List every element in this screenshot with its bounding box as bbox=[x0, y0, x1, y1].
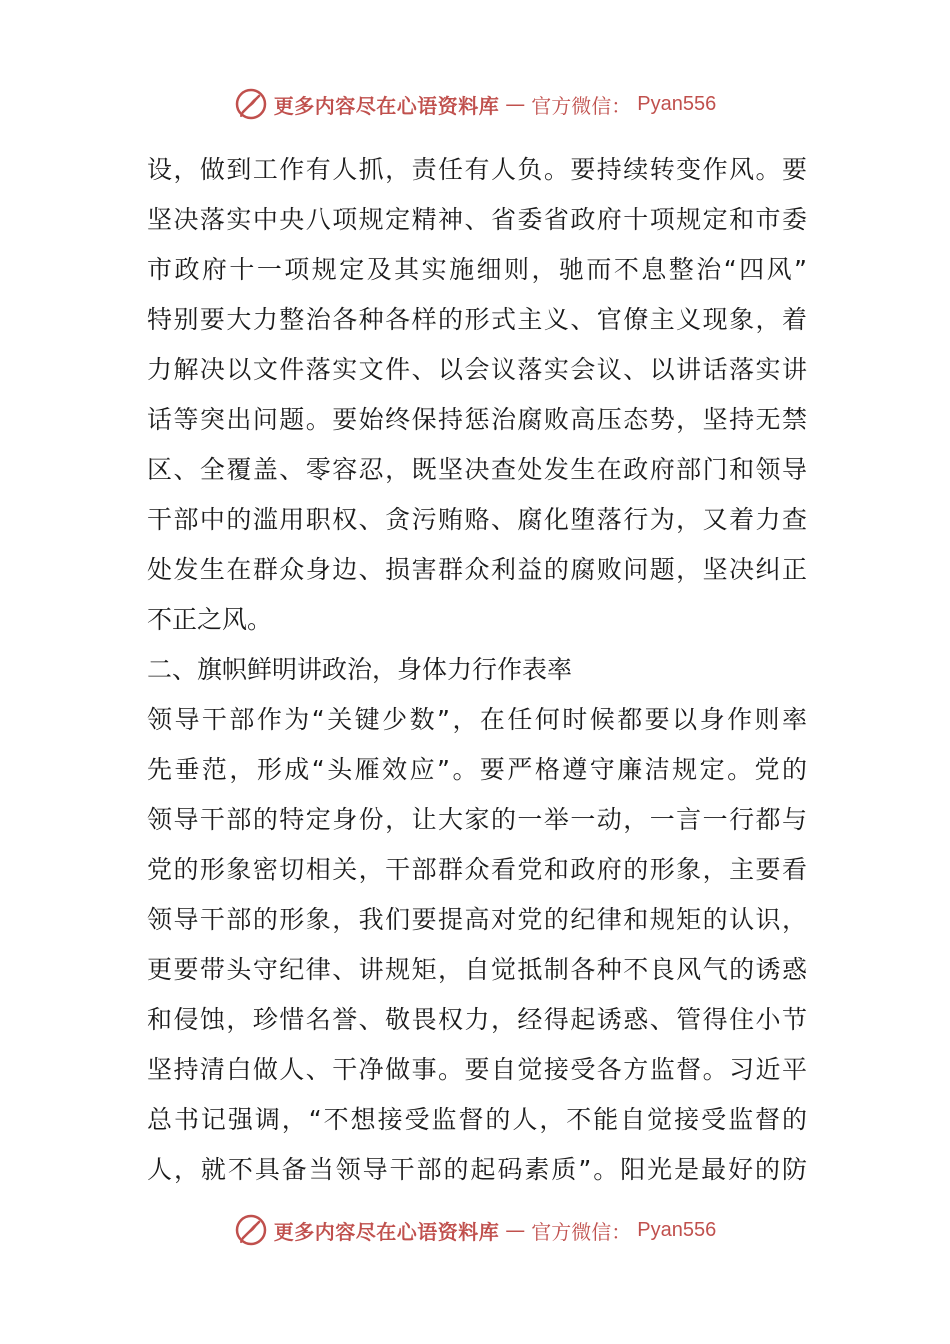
text-line: 领导干部的形象，我们要提高对党的纪律和规矩的认识， bbox=[147, 905, 807, 934]
quill-logo-icon bbox=[234, 87, 268, 121]
text-line: 人，就不具备当领导干部的起码素质”。阳光是最好的防 bbox=[147, 1155, 807, 1184]
text-line: 坚决落实中央八项规定精神、省委省政府十项规定和市委 bbox=[147, 205, 807, 234]
text-line: 坚持清白做人、干净做事。要自觉接受各方监督。习近平 bbox=[147, 1055, 807, 1084]
banner-slogan: 更多内容尽在心语资料库 bbox=[273, 93, 500, 118]
footer-banner bbox=[0, 1210, 950, 1250]
text-line: 党的形象密切相关，干部群众看党和政府的形象，主要看 bbox=[147, 855, 807, 884]
text-line: 更要带头守纪律、讲规矩，自觉抵制各种不良风气的诱惑 bbox=[147, 955, 807, 984]
section-heading: 二、旗帜鲜明讲政治，身体力行作表率 bbox=[147, 655, 573, 684]
header-banner bbox=[0, 84, 950, 124]
text-line: 市政府十一项规定及其实施细则，驰而不息整治“四风” bbox=[147, 255, 807, 284]
banner-wechat-id: Pyan556 bbox=[637, 92, 717, 115]
text-line: 和侵蚀，珍惜名誉、敬畏权力，经得起诱惑、管得住小节 bbox=[147, 1005, 807, 1034]
banner-wechat-label: 官方微信： bbox=[531, 1219, 632, 1244]
document-body bbox=[147, 145, 807, 1195]
text-line: 干部中的滥用职权、贪污贿赂、腐化堕落行为，又着力查 bbox=[147, 505, 807, 534]
banner-wechat-label: 官方微信： bbox=[531, 93, 632, 118]
quill-logo-icon bbox=[234, 1213, 268, 1247]
text-line: 话等突出问题。要始终保持惩治腐败高压态势，坚持无禁 bbox=[147, 405, 807, 434]
banner-dash: — bbox=[505, 92, 526, 116]
text-line: 设，做到工作有人抓，责任有人负。要持续转变作风。要 bbox=[147, 155, 807, 184]
text-line: 力解决以文件落实文件、以会议落实会议、以讲话落实讲 bbox=[147, 355, 807, 384]
banner-slogan: 更多内容尽在心语资料库 bbox=[273, 1219, 500, 1244]
text-line: 处发生在群众身边、损害群众利益的腐败问题，坚决纠正 bbox=[147, 555, 807, 584]
text-line: 总书记强调，“不想接受监督的人，不能自觉接受监督的 bbox=[147, 1105, 807, 1134]
text-line: 领导干部作为“关键少数”，在任何时候都要以身作则率 bbox=[147, 705, 807, 734]
text-line: 特别要大力整治各种各样的形式主义、官僚主义现象，着 bbox=[147, 305, 807, 334]
text-line: 不正之风。 bbox=[147, 605, 273, 634]
text-line: 领导干部的特定身份，让大家的一举一动，一言一行都与 bbox=[147, 805, 807, 834]
text-line: 先垂范，形成“头雁效应”。要严格遵守廉洁规定。党的 bbox=[147, 755, 807, 784]
banner-dash: — bbox=[505, 1218, 526, 1242]
banner-wechat-id: Pyan556 bbox=[637, 1218, 717, 1241]
text-line: 区、全覆盖、零容忍，既坚决查处发生在政府部门和领导 bbox=[147, 455, 807, 484]
